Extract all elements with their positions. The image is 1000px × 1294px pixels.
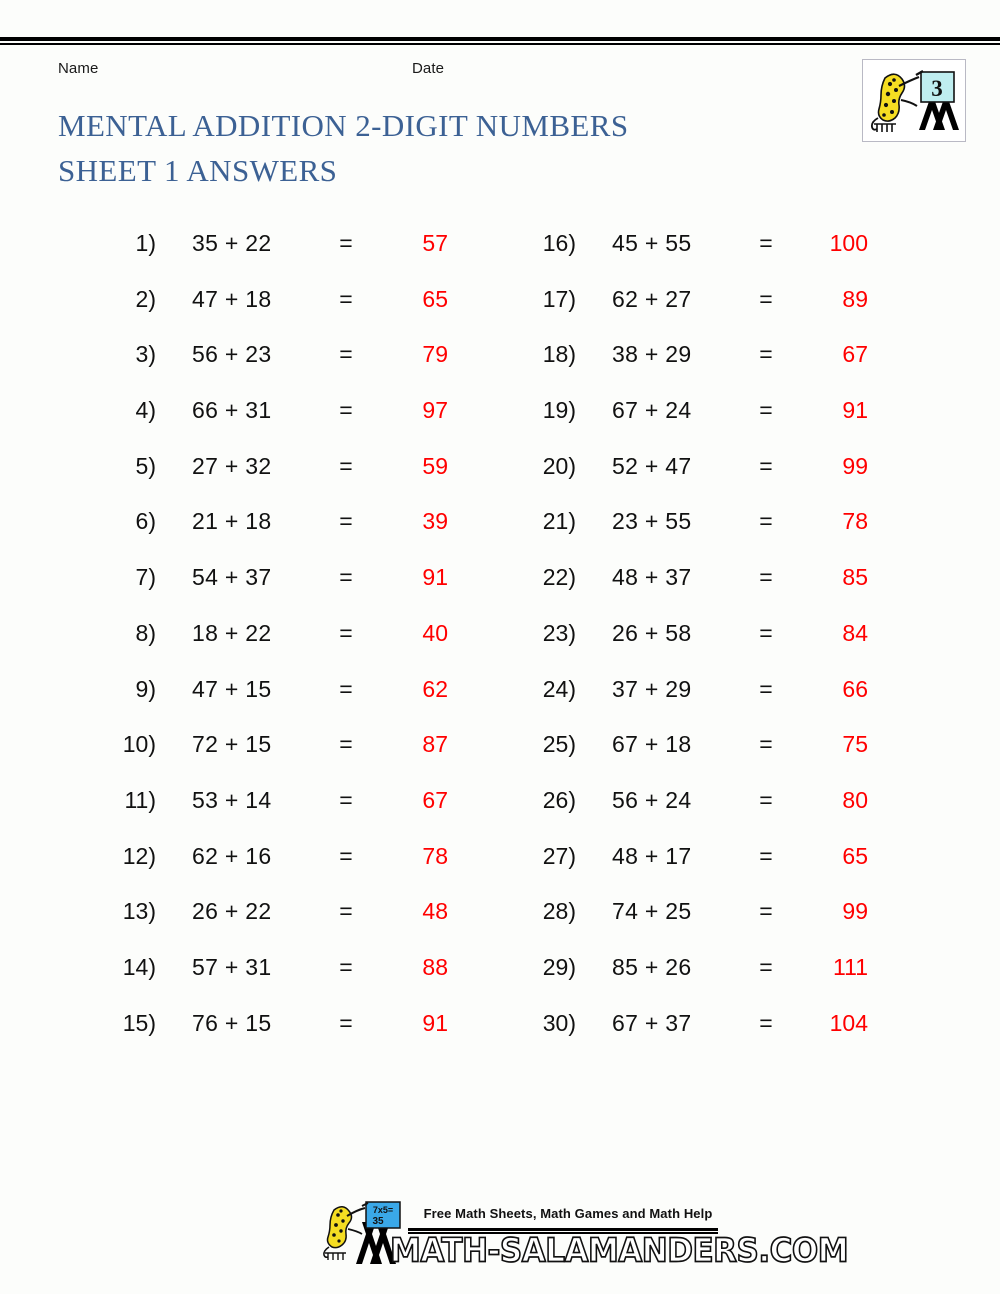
equals-sign: = [339,1009,353,1036]
problem-row [528,395,873,451]
problem-number: 3) [135,341,156,368]
equals-sign: = [759,842,773,869]
problem-row [108,896,453,952]
problem-expression: 67 + 24 [612,397,692,424]
problem-answer: 89 [842,285,868,312]
problem-expression: 56 + 24 [612,786,692,813]
problem-number: 28) [542,898,576,925]
equals-sign: = [759,397,773,424]
problem-number: 20) [542,452,576,479]
problem-row [108,1008,453,1064]
problem-number: 11) [124,786,156,813]
problem-row [528,785,873,841]
equals-sign: = [759,230,773,256]
page-title [58,103,818,193]
footer-wordmark: MATH-SALAMANDERS.COM [390,1232,849,1270]
salamander-writing-on-board-icon [863,60,965,141]
problem-number: 9) [135,675,156,702]
problem-expression: 26 + 22 [192,898,272,925]
problem-number: 21) [542,508,576,535]
problem-answer: 59 [422,452,448,479]
grade-badge [862,59,966,142]
problem-number: 7) [135,564,156,591]
problem-expression: 74 + 25 [612,898,692,925]
equals-sign: = [759,786,773,813]
equals-sign: = [339,675,353,702]
problem-answer: 66 [842,675,868,702]
problem-row [528,339,873,395]
problem-number: 26) [542,786,576,813]
problem-number: 8) [135,619,156,646]
problem-answer: 78 [422,842,448,869]
problem-answer: 88 [422,953,448,980]
footer-tagline: Free Math Sheets, Math Games and Math Help [423,1206,713,1221]
problem-number: 29) [542,953,576,980]
svg-text:7x5=: 7x5= [372,1205,394,1215]
problem-row [108,841,453,897]
problem-column-right [528,228,948,1063]
problem-answer: 104 [829,1009,868,1036]
problem-row [108,674,453,730]
problem-answer: 111 [833,953,868,980]
footer-divider-thick-line [408,1228,718,1231]
problem-answer: 75 [842,731,868,758]
equals-sign: = [759,1009,773,1036]
problem-expression: 67 + 18 [612,731,692,758]
equals-sign: = [339,230,353,256]
equals-sign: = [339,953,353,980]
problem-answer: 99 [842,452,868,479]
equals-sign: = [339,619,353,646]
problem-row [528,896,873,952]
problem-number: 1) [135,230,156,256]
problem-number: 19) [542,397,576,424]
problem-row [108,785,453,841]
problem-expression: 48 + 17 [612,842,692,869]
footer [322,1196,849,1272]
problem-number: 12) [122,842,156,869]
problem-expression: 21 + 18 [192,508,272,535]
problem-answer: 87 [422,731,448,758]
problem-number: 18) [542,341,576,368]
problem-answer: 67 [842,341,868,368]
date-label: Date [412,60,445,77]
problem-answer: 57 [422,230,448,256]
problem-expression: 76 + 15 [192,1009,272,1036]
problem-row [528,284,873,340]
problem-expression: 52 + 47 [612,452,692,479]
problem-row [108,506,453,562]
problem-answer: 78 [842,508,868,535]
problem-expression: 47 + 18 [192,285,272,312]
equals-sign: = [759,564,773,591]
problem-number: 17) [542,285,576,312]
equals-sign: = [339,285,353,312]
problem-answer: 39 [422,508,448,535]
student-meta-row [58,60,818,80]
problem-number: 25) [542,731,576,758]
problem-row [108,228,453,284]
problem-expression: 62 + 27 [612,285,692,312]
problem-column-left [108,228,528,1063]
problem-expression: 57 + 31 [192,953,272,980]
problem-expression: 56 + 23 [192,341,272,368]
problem-row [108,339,453,395]
problem-number: 6) [135,508,156,535]
problem-number: 2) [135,285,156,312]
problem-row [528,674,873,730]
equals-sign: = [759,731,773,758]
equals-sign: = [339,564,353,591]
problem-row [108,952,453,1008]
problem-number: 23) [542,619,576,646]
problem-number: 4) [135,397,156,424]
top-divider-thin-line [0,43,1000,45]
problem-row [528,562,873,618]
problem-expression: 54 + 37 [192,564,272,591]
problem-expression: 35 + 22 [192,230,272,256]
problem-row [528,1008,873,1064]
problem-expression: 72 + 15 [192,731,272,758]
problem-row [108,729,453,785]
problem-answer: 79 [422,341,448,368]
problem-answer: 65 [422,285,448,312]
problem-row [528,729,873,785]
problem-row [528,841,873,897]
equals-sign: = [339,898,353,925]
problem-number: 10) [122,731,156,758]
equals-sign: = [339,397,353,424]
problem-answer: 62 [422,675,448,702]
equals-sign: = [759,285,773,312]
problem-row [528,618,873,674]
problem-expression: 67 + 37 [612,1009,692,1036]
problem-answer: 99 [842,898,868,925]
problem-row [108,618,453,674]
problem-expression: 26 + 58 [612,619,692,646]
problem-answer: 40 [422,619,448,646]
equals-sign: = [339,786,353,813]
problem-expression: 62 + 16 [192,842,272,869]
problem-answer: 100 [829,230,868,256]
problem-number: 22) [542,564,576,591]
problem-number: 13) [122,898,156,925]
problem-expression: 66 + 31 [192,397,272,424]
problem-expression: 38 + 29 [612,341,692,368]
problem-row [528,228,873,284]
problem-expression: 23 + 55 [612,508,692,535]
problem-answer: 85 [842,564,868,591]
problem-answer: 65 [842,842,868,869]
equals-sign: = [759,341,773,368]
equals-sign: = [759,508,773,535]
problem-number: 15) [122,1009,156,1036]
problem-answer: 80 [842,786,868,813]
name-label: Name [58,60,99,77]
problem-row [108,284,453,340]
equals-sign: = [759,452,773,479]
problem-row [528,451,873,507]
svg-text:3: 3 [931,76,943,101]
equals-sign: = [759,675,773,702]
problem-answer: 48 [422,898,448,925]
problem-row [108,562,453,618]
equals-sign: = [339,341,353,368]
problem-row [528,952,873,1008]
problem-expression: 47 + 15 [192,675,272,702]
problem-expression: 27 + 32 [192,452,272,479]
svg-text:35: 35 [372,1216,384,1227]
problem-number: 30) [542,1009,576,1036]
problem-number: 5) [135,452,156,479]
problem-row [108,451,453,507]
page-title-line-2: SHEET 1 ANSWERS [58,153,338,188]
problem-answer: 91 [842,397,868,424]
equals-sign: = [759,898,773,925]
problem-expression: 48 + 37 [612,564,692,591]
equals-sign: = [339,842,353,869]
top-divider [0,37,1000,45]
problem-answer: 97 [422,397,448,424]
equals-sign: = [339,452,353,479]
problem-answer: 91 [422,564,448,591]
equals-sign: = [759,619,773,646]
problem-expression: 85 + 26 [612,953,692,980]
problem-answer: 67 [422,786,448,813]
problem-row [528,506,873,562]
problem-expression: 18 + 22 [192,619,272,646]
problem-row [108,395,453,451]
top-divider-thick-line [0,37,1000,41]
problem-answer: 84 [842,619,868,646]
problem-expression: 45 + 55 [612,230,692,256]
problem-number: 24) [542,675,576,702]
equals-sign: = [339,731,353,758]
problem-number: 16) [542,230,576,256]
problem-expression: 53 + 14 [192,786,272,813]
page-title-line-1: MENTAL ADDITION 2-DIGIT NUMBERS [58,108,629,143]
problem-answer: 91 [422,1009,448,1036]
equals-sign: = [339,508,353,535]
problem-expression: 37 + 29 [612,675,692,702]
problem-number: 27) [542,842,576,869]
problem-number: 14) [122,953,156,980]
equals-sign: = [759,953,773,980]
